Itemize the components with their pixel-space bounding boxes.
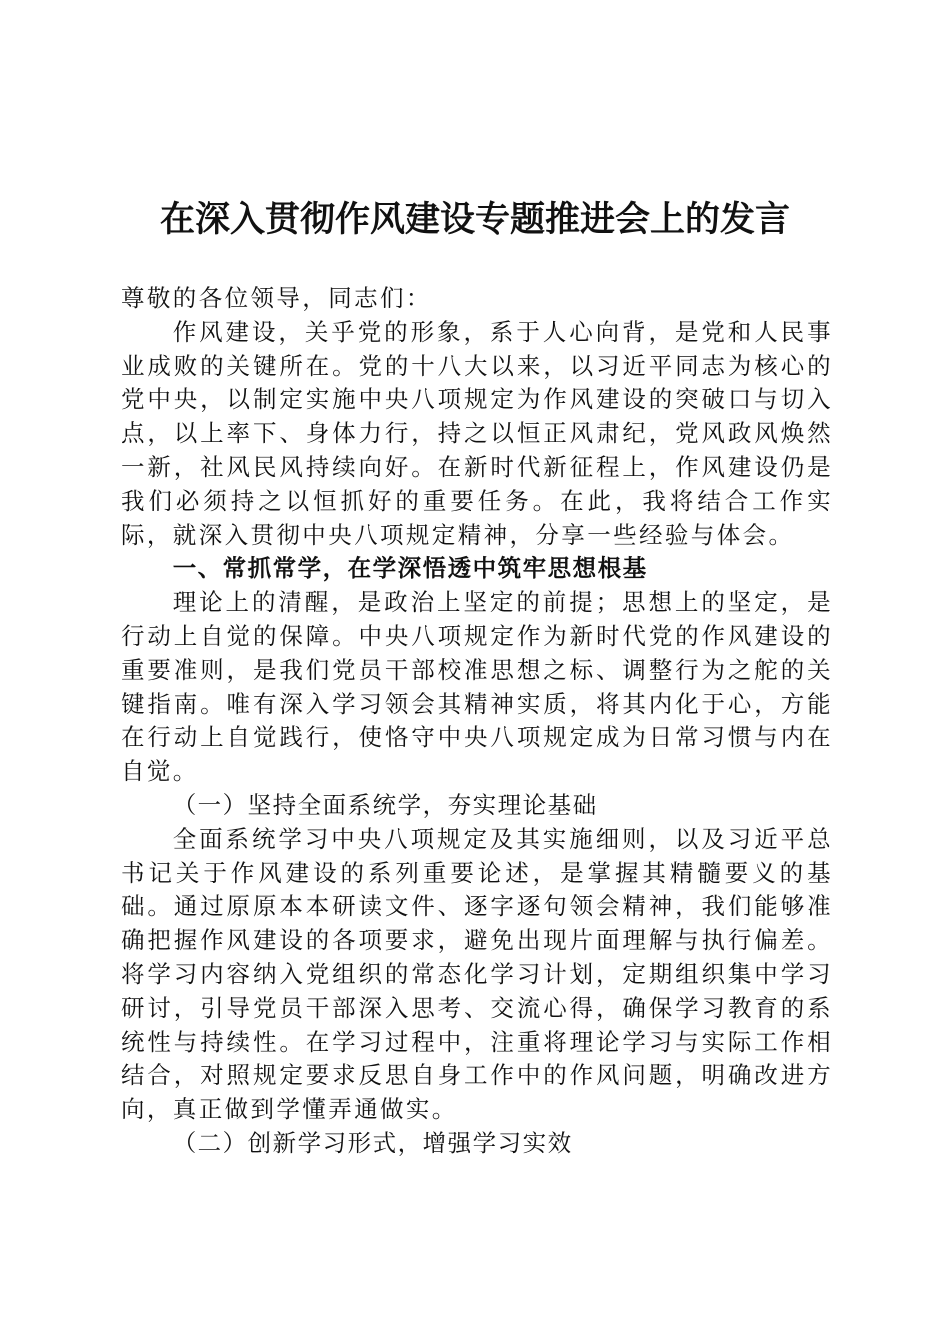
section-heading-1: 一、常抓常学，在学深悟透中筑牢思想根基 xyxy=(172,554,648,583)
greeting: 尊敬的各位领导，同志们： xyxy=(121,284,432,312)
intro-paragraph: 作风建设，关乎党的形象，系于人心向背，是党和人民事业成败的关键所在。党的十八大以来，以习近平同志为核心的党中央，以制定实施中央八项规定为作风建设的突破口与切入点，以上率下、身体力行，持之以恒正风肃纪，党风政风焕然一新，社风民风持续向好。在新时代新征程上，作风建设仍是我们必须持之以恒抓好的重要任务。在此，我将结合工作实际，就深入贯彻中央八项规定精神，分享一些经验与体会。 xyxy=(121,317,833,549)
subsection-1-paragraph: 全面系统学习中央八项规定及其实施细则，以及习近平总书记关于作风建设的系列重要论述，是掌握其精髓要义的基础。通过原原本本研读文件、逐字逐句领会精神，我们能够准确把握作风建设的各项要求，避免出现片面理解与执行偏差。将学习内容纳入党组织的常态化学习计划，定期组织集中学习研讨，引导党员干部深入思考、交流心得，确保学习教育的系统性与持续性。在学习过程中，注重将理论学习与实际工作相结合，对照规定要求反思自身工作中的作风问题，明确改进方向，真正做到学懂弄通做实。 xyxy=(121,824,833,1124)
document-body xyxy=(121,282,833,1161)
page-title: 在深入贯彻作风建设专题推进会上的发言 xyxy=(159,199,790,240)
subsection-heading-2: （二）创新学习形式，增强学习实效 xyxy=(172,1128,573,1157)
section-1-paragraph: 理论上的清醒，是政治上坚定的前提；思想上的坚定，是行动上自觉的保障。中央八项规定作为新时代党的作风建设的重要准则，是我们党员干部校准思想之标、调整行为之舵的关键指南。唯有深入学习领会其精神实质，将其内化于心，方能在行动上自觉践行，使恪守中央八项规定成为日常习惯与内在自觉。 xyxy=(121,588,833,786)
subsection-heading-1: （一）坚持全面系统学，夯实理论基础 xyxy=(172,790,598,819)
